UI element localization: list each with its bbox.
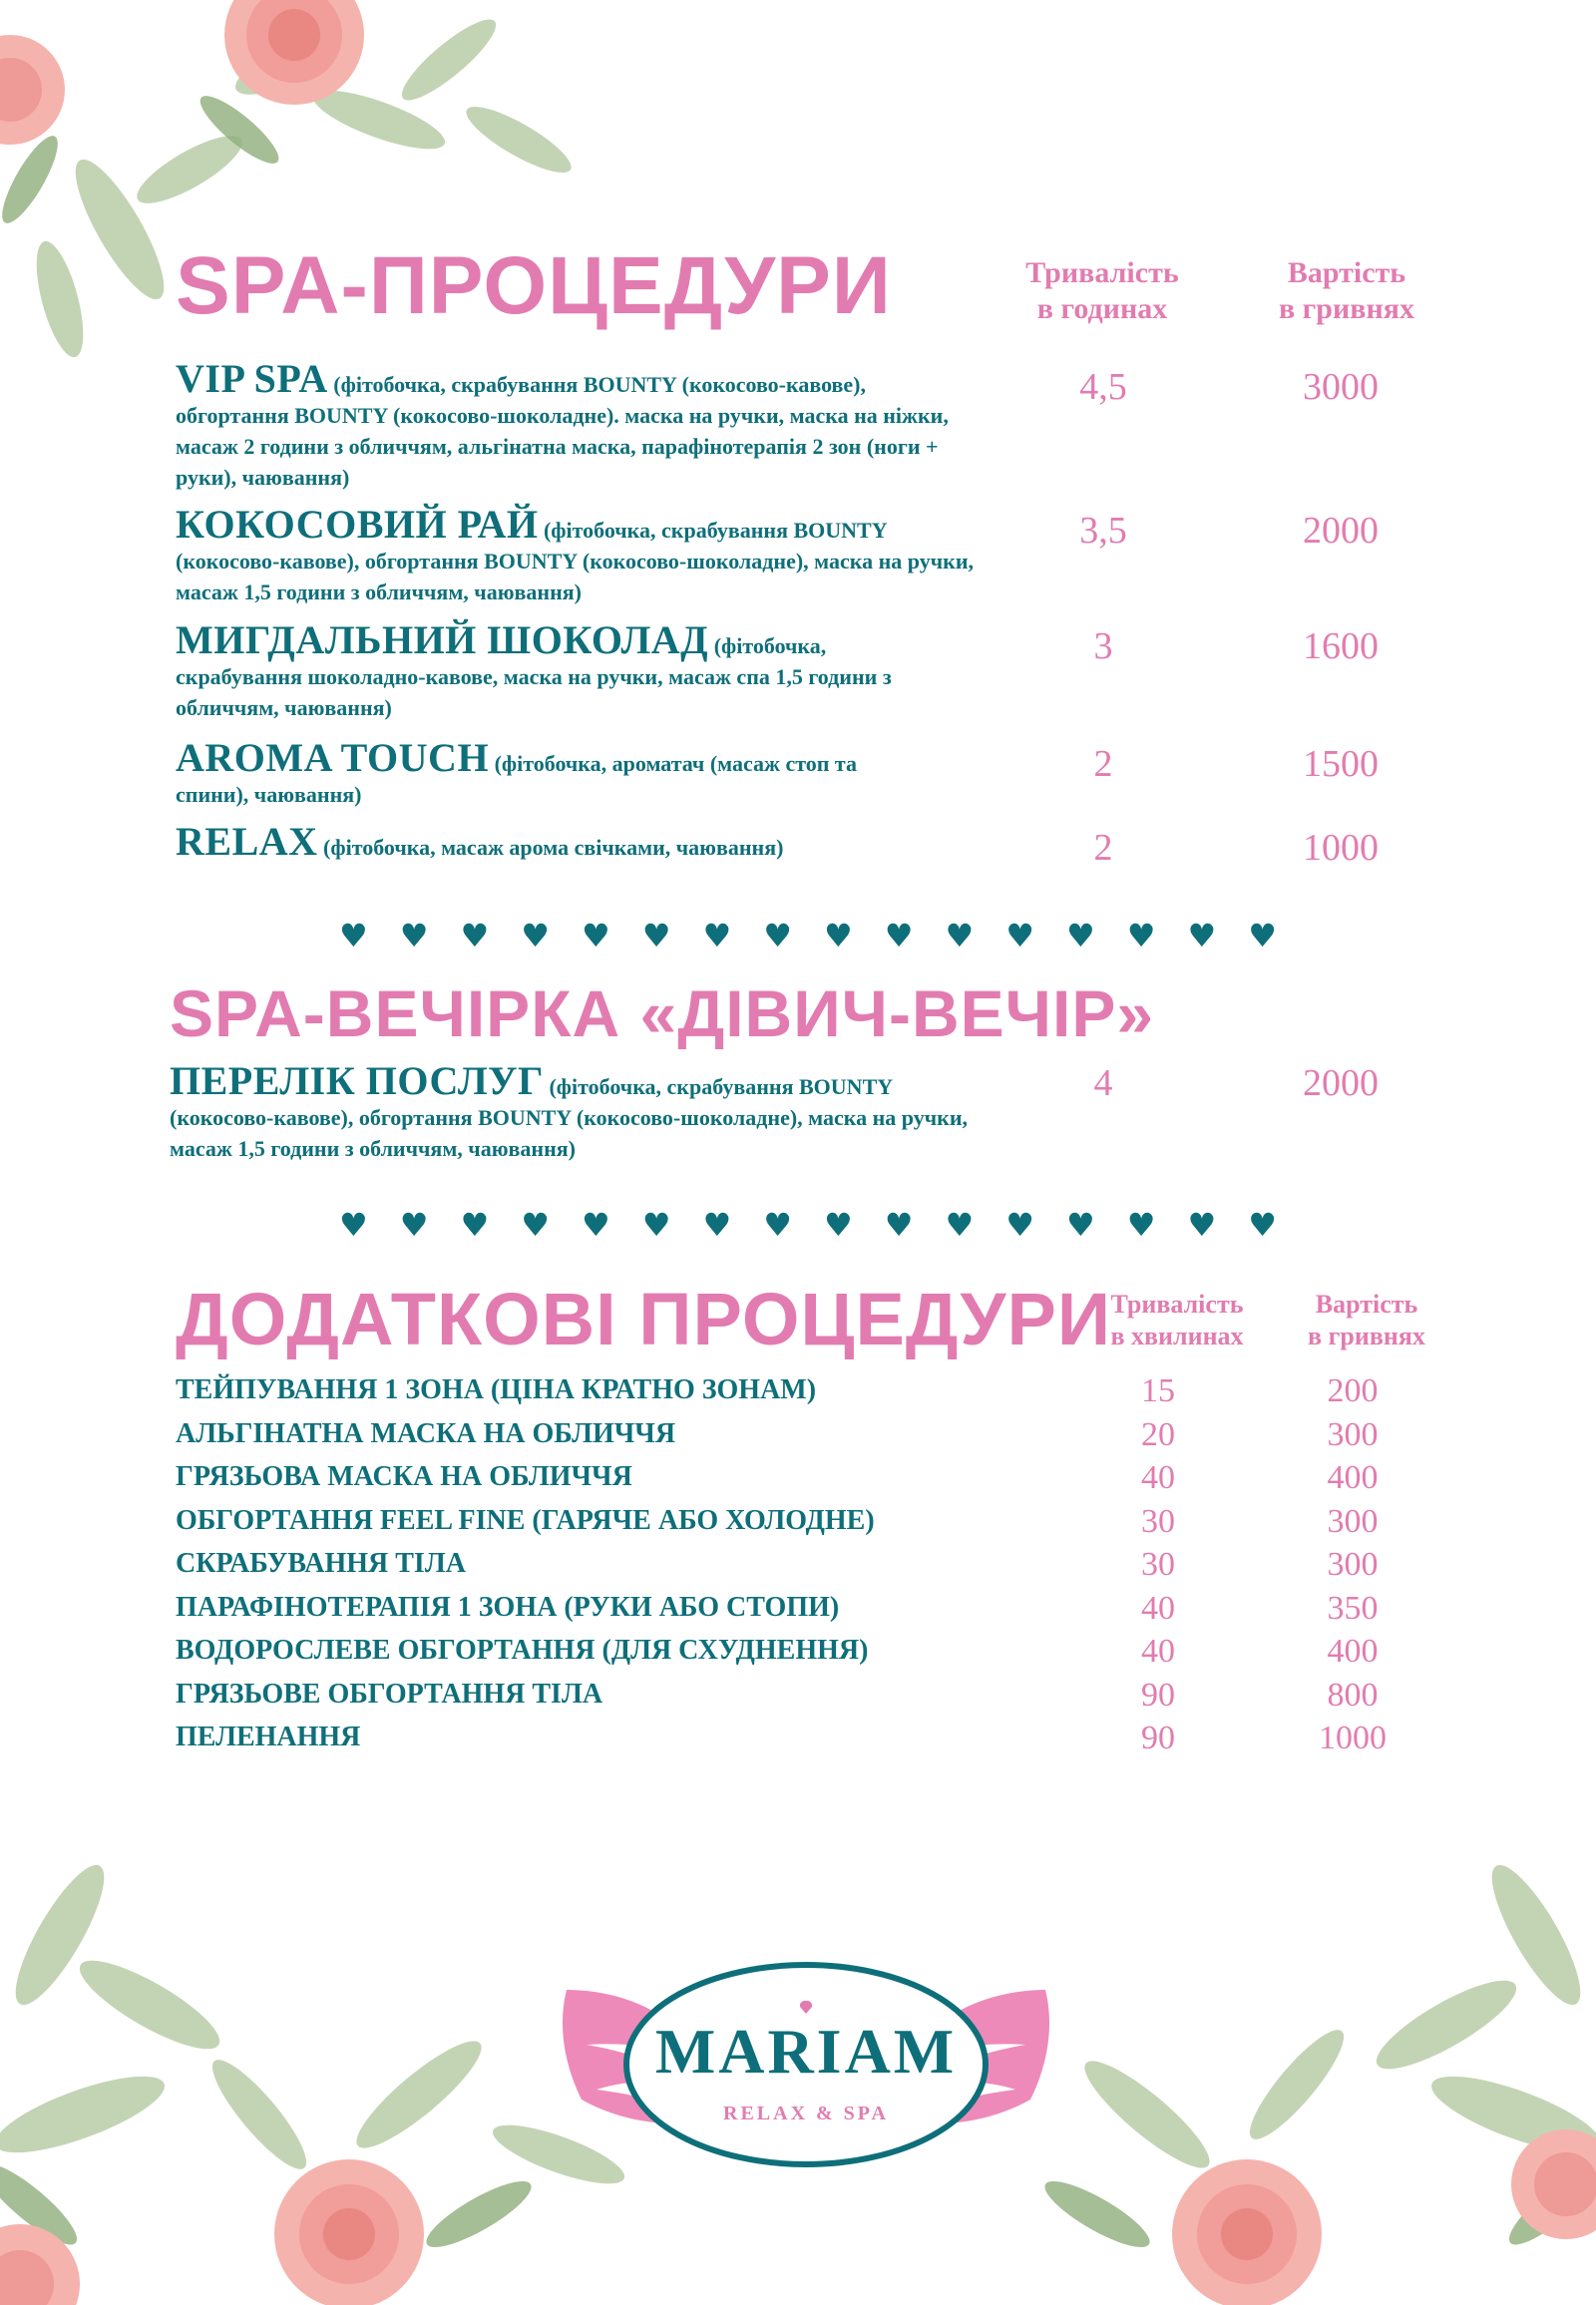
extra-item-duration: 30 (1141, 1502, 1175, 1540)
extra-item-duration: 30 (1141, 1546, 1175, 1583)
extra-item-row (176, 1589, 1432, 1632)
heart-icon: ♥ (582, 917, 610, 955)
spa-item (176, 502, 984, 607)
extra-item-price: 1000 (1319, 1720, 1387, 1756)
extra-item-row (176, 1548, 1432, 1588)
spa-item-name: МИГДАЛЬНИЙ ШОКОЛАД (176, 617, 709, 662)
spa-item-duration: 2 (1093, 827, 1113, 869)
spa-item-price: 3000 (1303, 366, 1379, 408)
duration-minutes-header: Тривалість в хвилинах (1110, 1290, 1244, 1350)
heart-icon: ♥ (884, 1206, 914, 1244)
heart-divider (339, 917, 1277, 955)
extra-item-duration: 20 (1141, 1415, 1175, 1453)
party-services-name: ПЕРЕЛІК ПОСЛУГ (170, 1058, 544, 1103)
spa-item (176, 617, 894, 723)
heart-icon: ♥ (1005, 1206, 1034, 1244)
spa-item-price: 1000 (1303, 827, 1379, 869)
spa-item-desc: (фітобочка, скрабування шоколадно-кавове, маска на ручки, масаж спа 1,5 години з обличчям, чаювання) (176, 633, 892, 720)
price-uah-header: Вартість в гривнях (1308, 1290, 1425, 1350)
heart-icon: ♥ (824, 1206, 853, 1244)
heart-icon: ♥ (399, 1206, 429, 1244)
spa-item-name: КОКОСОВИЙ РАЙ (176, 502, 539, 547)
extra-item-duration: 40 (1141, 1459, 1175, 1496)
extra-item-name: ОБГОРТАННЯ FEEL FINE (ГАРЯЧЕ АБО ХОЛОДНЕ) (176, 1504, 875, 1536)
heart-icon: ♥ (1126, 917, 1156, 955)
heart-icon: ♥ (339, 1206, 368, 1244)
extra-item-row (176, 1415, 1432, 1458)
spa-item (176, 735, 914, 810)
spa-item-duration: 3 (1093, 625, 1113, 667)
party-duration: 4 (1093, 1062, 1113, 1104)
extra-procedures-title: ДОДАТКОВІ ПРОЦЕДУРИ (176, 1278, 1112, 1360)
extra-item-name: АЛЬГІНАТНА МАСКА НА ОБЛИЧЧЯ (176, 1417, 676, 1449)
party-price: 2000 (1303, 1062, 1379, 1104)
heart-icon: ♥ (1187, 917, 1217, 955)
spa-procedures-title: SPA-ПРОЦЕДУРИ (176, 240, 892, 331)
heart-icon: ♥ (1187, 1206, 1217, 1244)
heart-icon: ♥ (945, 1206, 975, 1244)
extra-item-duration: 90 (1141, 1676, 1175, 1714)
extra-item-row (176, 1374, 1432, 1414)
spa-item-name: RELAX (176, 819, 318, 864)
spa-item (176, 819, 984, 864)
heart-icon: ♥ (339, 917, 368, 955)
duration-hours-header: Тривалість в годинах (1025, 256, 1179, 325)
extra-item-name: ГРЯЗЬОВЕ ОБГОРТАННЯ ТІЛА (176, 1678, 603, 1710)
extra-item-row (176, 1461, 1432, 1501)
extra-item-price: 350 (1327, 1589, 1379, 1627)
extra-item-row (176, 1502, 1432, 1545)
floral-decoration-bottom-right (998, 1855, 1596, 2305)
extra-item-price: 800 (1327, 1676, 1379, 1714)
heart-icon: ♥ (1005, 917, 1034, 955)
extra-item-price: 400 (1327, 1459, 1379, 1496)
spa-item-name: AROMA TOUCH (176, 735, 490, 780)
spa-item-price: 1600 (1303, 625, 1379, 667)
spa-item-duration: 3,5 (1079, 510, 1127, 552)
extra-item-row (176, 1722, 1432, 1761)
extra-item-duration: 40 (1141, 1633, 1175, 1670)
spa-item-price: 1500 (1303, 743, 1379, 785)
price-uah-header: Вартість в гривнях (1278, 256, 1414, 325)
spa-item-desc: (фітобочка, скрабування BOUNTY (кокосово-кавове), обгортання BOUNTY (кокосово-шоколадне). маска на ручки, маска на ніжки, масаж 2 години з обличчям, альгінатна маска, парафінотерапія 2 зон (ноги + руки), чаювання) (176, 372, 949, 490)
extra-item-name: ВОДОРОСЛЕВЕ ОБГОРТАННЯ (ДЛЯ СХУДНЕННЯ) (176, 1635, 869, 1666)
spa-item-name: VIP SPA (176, 356, 328, 401)
extra-item-duration: 15 (1141, 1372, 1175, 1409)
party-services-desc: (фітобочка, скрабування BOUNTY (кокосово-кавове), обгортання BOUNTY (кокосово-шоколадне), маска на ручки, масаж 1,5 години з обличчям, чаювання) (170, 1074, 968, 1161)
logo-brand-text: MARIAM (654, 2016, 958, 2087)
heart-divider (339, 1206, 1277, 1244)
spa-item-desc: (фітобочка, ароматач (масаж стоп та спини), чаювання) (176, 751, 857, 807)
extra-item-name: СКРАБУВАННЯ ТІЛА (176, 1548, 466, 1579)
heart-icon: ♥ (1126, 1206, 1156, 1244)
extra-item-duration: 40 (1141, 1589, 1175, 1627)
extra-item-price: 300 (1327, 1415, 1379, 1453)
extra-item-name: ТЕЙПУВАННЯ 1 ЗОНА (ЦІНА КРАТНО ЗОНАМ) (176, 1374, 817, 1405)
spa-item-duration: 4,5 (1079, 366, 1127, 408)
heart-icon: ♥ (1066, 917, 1095, 955)
extra-item-name: ПАРАФІНОТЕРАПІЯ 1 ЗОНА (РУКИ АБО СТОПИ) (176, 1591, 840, 1623)
spa-item-desc: (фітобочка, масаж арома свічками, чаювання) (317, 835, 784, 860)
heart-icon: ♥ (460, 1206, 490, 1244)
heart-icon: ♥ (521, 917, 550, 955)
heart-icon: ♥ (945, 917, 975, 955)
heart-icon: ♥ (884, 917, 914, 955)
spa-item (176, 356, 984, 493)
heart-icon: ♥ (521, 1206, 550, 1244)
extra-item-name: ПЕЛЕНАННЯ (176, 1722, 361, 1752)
spa-party-title: SPA-ВЕЧІРКА «ДІВИЧ-ВЕЧІР» (170, 976, 1155, 1050)
heart-icon: ♥ (1248, 1206, 1277, 1244)
heart-icon: ♥ (763, 1206, 792, 1244)
spa-item-desc: (фітобочка, скрабування BOUNTY (кокосово-кавове), обгортання BOUNTY (кокосово-шоколадне), маска на ручки, масаж 1,5 години з обличчям, чаювання) (176, 518, 974, 604)
heart-icon: ♥ (582, 1206, 610, 1244)
extra-item-price: 400 (1327, 1633, 1379, 1670)
extra-item-price: 200 (1327, 1372, 1379, 1409)
extra-item-price: 300 (1327, 1546, 1379, 1583)
heart-icon: ♥ (702, 917, 732, 955)
heart-icon: ♥ (763, 917, 792, 955)
extra-item-row (176, 1676, 1432, 1719)
logo-tagline-text: RELAX & SPA (723, 2103, 889, 2124)
spa-item-duration: 2 (1093, 743, 1113, 785)
heart-icon: ♥ (641, 917, 671, 955)
heart-icon: ♥ (641, 1206, 671, 1244)
spa-item-price: 2000 (1303, 510, 1379, 552)
extra-item-duration: 90 (1141, 1720, 1175, 1756)
heart-icon: ♥ (1248, 917, 1277, 955)
extra-item-price: 300 (1327, 1502, 1379, 1540)
mariam-logo (527, 1950, 1085, 2179)
heart-icon: ♥ (702, 1206, 732, 1244)
extra-item-name: ГРЯЗЬОВА МАСКА НА ОБЛИЧЧЯ (176, 1461, 632, 1492)
party-services-item (170, 1058, 988, 1164)
heart-icon: ♥ (824, 917, 853, 955)
heart-icon: ♥ (399, 917, 429, 955)
heart-icon: ♥ (1066, 1206, 1095, 1244)
heart-icon: ♥ (460, 917, 490, 955)
extra-item-row (176, 1635, 1432, 1675)
